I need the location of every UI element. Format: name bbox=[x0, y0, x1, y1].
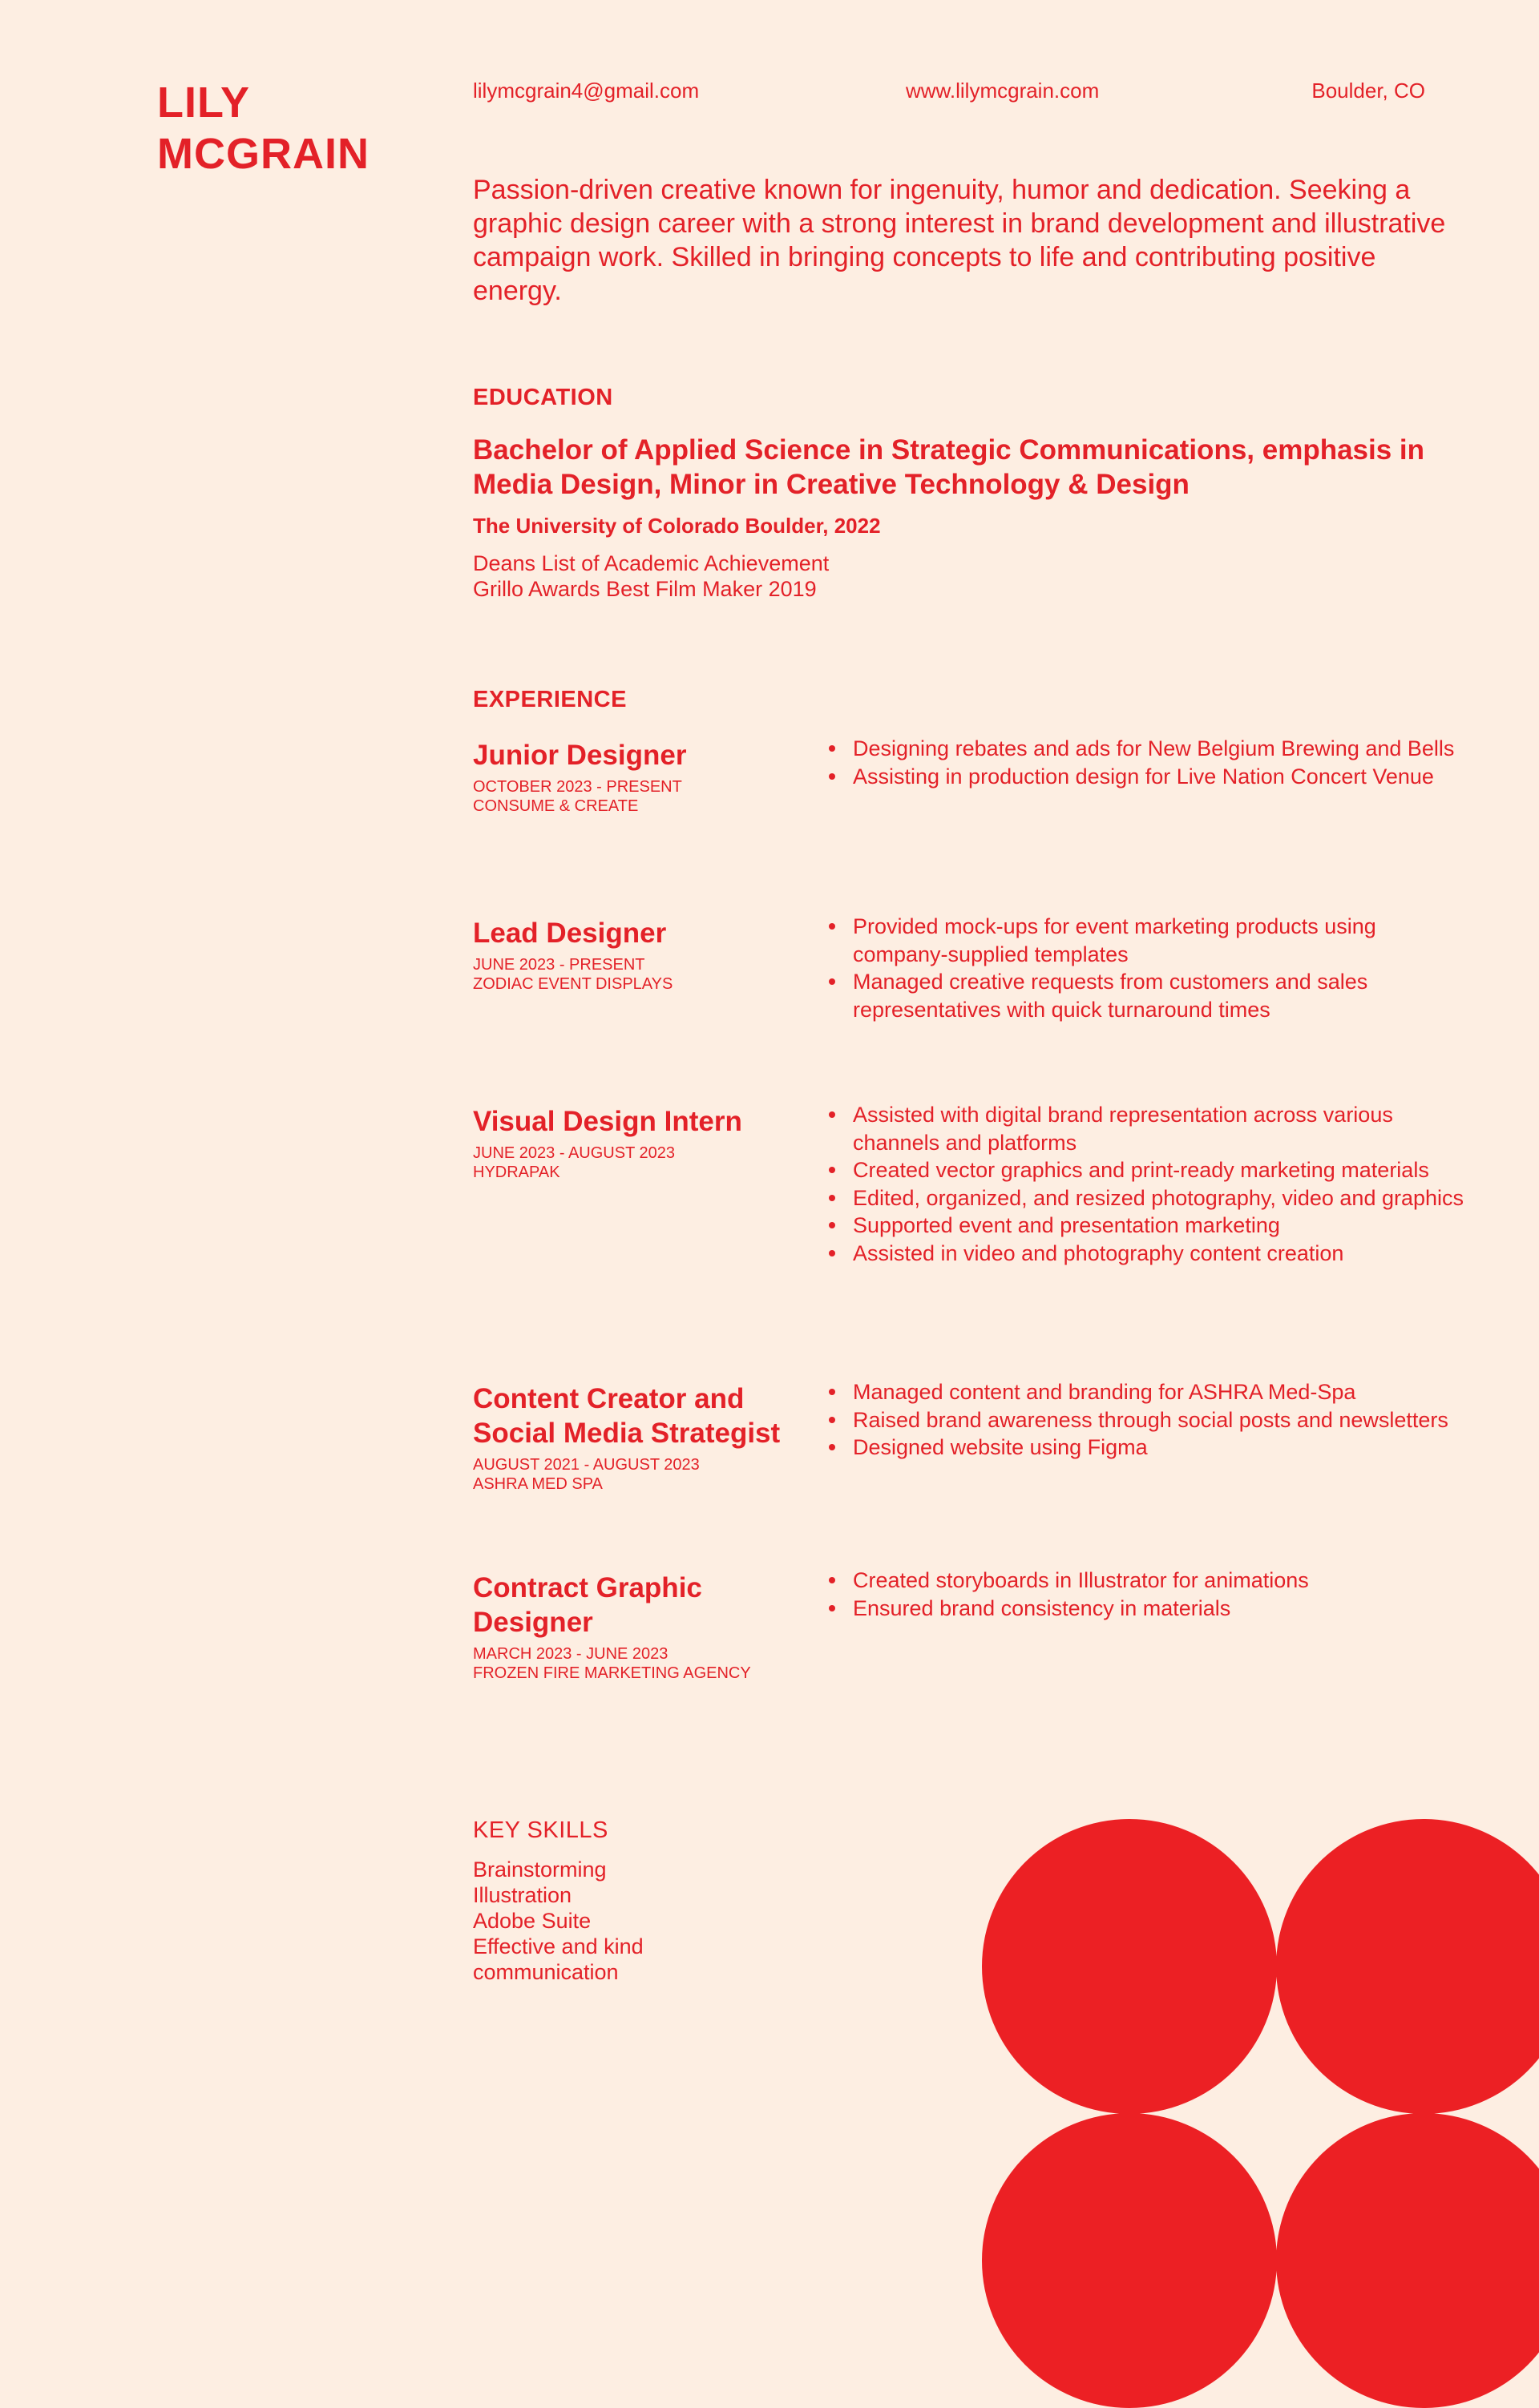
skill-item: Adobe Suite bbox=[473, 1909, 592, 1933]
job-dates: AUGUST 2021 - AUGUST 2023 bbox=[473, 1456, 700, 1474]
job-bullet: Ensured brand consistency in materials bbox=[853, 1595, 1470, 1623]
skills-list bbox=[473, 1857, 644, 1985]
skills-heading: KEY SKILLS bbox=[473, 1817, 608, 1843]
skill-item: Illustration bbox=[473, 1883, 572, 1907]
job-bullet: Managed creative requests from customers and sales representatives with quick turnaround times bbox=[853, 968, 1470, 1023]
job-bullets bbox=[822, 1567, 1470, 1622]
job-company: CONSUME & CREATE bbox=[473, 797, 639, 815]
job-dates: OCTOBER 2023 - PRESENT bbox=[473, 778, 682, 796]
website-text: www.lilymcgrain.com bbox=[906, 79, 1100, 103]
job-entry bbox=[473, 1381, 810, 1494]
job-title: Visual Design Intern bbox=[473, 1106, 742, 1137]
job-bullets bbox=[822, 1101, 1470, 1267]
degree-title: Bachelor of Applied Science in Strategic Communications, emphasis in Media Design, Minor in Creative Technology & Design bbox=[473, 434, 1425, 500]
skill-item: Brainstorming bbox=[473, 1857, 607, 1882]
honor-item: Grillo Awards Best Film Maker 2019 bbox=[473, 577, 817, 601]
skill-item: communication bbox=[473, 1960, 619, 1984]
job-bullets bbox=[822, 913, 1470, 1023]
job-bullet: Created storyboards in Illustrator for animations bbox=[853, 1567, 1470, 1595]
job-bullet: Designing rebates and ads for New Belgium Brewing and Bells bbox=[853, 735, 1470, 763]
candidate-name bbox=[157, 77, 370, 179]
job-company: ASHRA MED SPA bbox=[473, 1475, 603, 1493]
job-bullet: Designed website using Figma bbox=[853, 1434, 1470, 1462]
summary-paragraph: Passion-driven creative known for ingenuity, humor and dedication. Seeking a graphic design career with a strong interest in brand development and illustrative campaign work. Skilled in bringing concepts to life and contributing positive energy. bbox=[473, 175, 1446, 306]
experience-heading: EXPERIENCE bbox=[473, 687, 627, 712]
job-dates: MARCH 2023 - JUNE 2023 bbox=[473, 1645, 669, 1663]
job-bullet: Assisted in video and photography content creation bbox=[853, 1240, 1470, 1268]
decorative-circle bbox=[982, 1819, 1277, 2114]
job-entry bbox=[473, 1104, 810, 1182]
job-entry bbox=[473, 738, 810, 816]
job-entry bbox=[473, 916, 810, 994]
job-title: Lead Designer bbox=[473, 918, 667, 949]
decorative-circle bbox=[1276, 2113, 1539, 2408]
decorative-circle bbox=[1276, 1819, 1539, 2114]
job-bullets bbox=[822, 1378, 1470, 1462]
school-name: The University of Colorado Boulder, 2022 bbox=[473, 514, 881, 538]
job-dates: JUNE 2023 - AUGUST 2023 bbox=[473, 1144, 675, 1162]
job-dates: JUNE 2023 - PRESENT bbox=[473, 956, 645, 974]
name-line-first: LILY bbox=[157, 79, 251, 127]
job-entry bbox=[473, 1571, 810, 1683]
job-title: Content Creator and Social Media Strategist bbox=[473, 1383, 781, 1449]
job-bullet: Managed content and branding for ASHRA Med-Spa bbox=[853, 1378, 1470, 1406]
email-text: lilymcgrain4@gmail.com bbox=[473, 79, 700, 103]
job-title: Junior Designer bbox=[473, 740, 687, 771]
honors-list bbox=[473, 551, 829, 602]
education-heading: EDUCATION bbox=[473, 385, 613, 410]
honor-item: Deans List of Academic Achievement bbox=[473, 551, 830, 575]
job-bullet: Edited, organized, and resized photography, video and graphics bbox=[853, 1184, 1470, 1212]
job-bullet: Assisting in production design for Live Nation Concert Venue bbox=[853, 763, 1470, 791]
job-company: HYDRAPAK bbox=[473, 1164, 560, 1181]
skill-item: Effective and kind bbox=[473, 1934, 644, 1958]
name-line-last: MCGRAIN bbox=[157, 130, 370, 178]
job-bullet: Supported event and presentation marketing bbox=[853, 1212, 1470, 1240]
job-bullet: Assisted with digital brand representation across various channels and platforms bbox=[853, 1101, 1470, 1156]
job-bullet: Provided mock-ups for event marketing products using company-supplied templates bbox=[853, 913, 1470, 968]
job-bullet: Raised brand awareness through social posts and newsletters bbox=[853, 1406, 1470, 1434]
decorative-circle bbox=[982, 2113, 1277, 2408]
location-text: Boulder, CO bbox=[1311, 79, 1425, 103]
job-bullet: Created vector graphics and print-ready marketing materials bbox=[853, 1156, 1470, 1184]
job-title: Contract Graphic Designer bbox=[473, 1572, 702, 1638]
job-company: ZODIAC EVENT DISPLAYS bbox=[473, 975, 673, 993]
job-company: FROZEN FIRE MARKETING AGENCY bbox=[473, 1664, 751, 1682]
job-bullets bbox=[822, 735, 1470, 790]
